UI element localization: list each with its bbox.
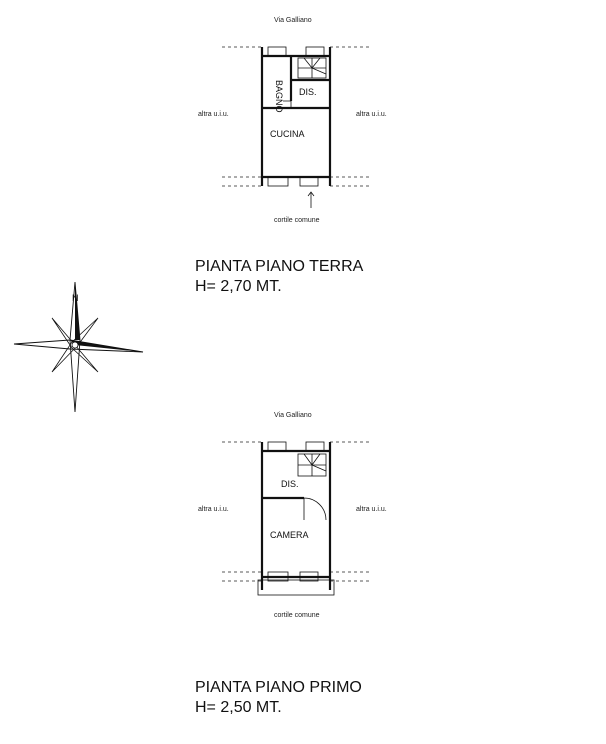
ground-left-neighbor-label: altra u.i.u.	[198, 111, 229, 118]
room-label-hall-ground: DIS.	[299, 87, 317, 97]
compass-north-letter: N	[72, 293, 79, 303]
compass-rose	[14, 282, 143, 412]
first-floor-plan	[195, 412, 387, 716]
ground-right-neighbor-label: altra u.i.u.	[356, 111, 387, 118]
first-balcony	[258, 580, 334, 595]
room-label-hall-first: DIS.	[281, 479, 299, 489]
first-door-swing	[304, 498, 326, 520]
first-street-label: Via Galliano	[274, 412, 312, 419]
room-label-bedroom: CAMERA	[270, 530, 309, 540]
first-walls	[262, 442, 330, 590]
room-label-kitchen: CUCINA	[270, 129, 305, 139]
ground-stair	[298, 58, 326, 78]
first-stair	[298, 454, 326, 476]
first-right-neighbor-label: altra u.i.u.	[356, 506, 387, 513]
first-left-neighbor-label: altra u.i.u.	[198, 506, 229, 513]
ground-window-bottom	[268, 177, 318, 186]
ground-floor-plan	[195, 17, 387, 295]
room-label-bathroom: BAGNO	[274, 80, 284, 113]
ground-title-line1: PIANTA PIANO TERRA	[195, 258, 364, 275]
ground-street-label: Via Galliano	[274, 17, 312, 24]
first-title-line2: H= 2,50 MT.	[195, 699, 282, 716]
ground-courtyard-label: cortile comune	[274, 217, 320, 224]
first-title-line1: PIANTA PIANO PRIMO	[195, 679, 362, 696]
ground-title-line2: H= 2,70 MT.	[195, 278, 282, 295]
first-neighbor-boundaries	[222, 442, 372, 581]
first-courtyard-label: cortile comune	[274, 612, 320, 619]
ground-neighbor-boundaries	[222, 47, 372, 186]
first-window-top	[268, 442, 324, 451]
ground-window-top	[268, 47, 324, 56]
ground-entrance-arrow	[308, 192, 314, 208]
